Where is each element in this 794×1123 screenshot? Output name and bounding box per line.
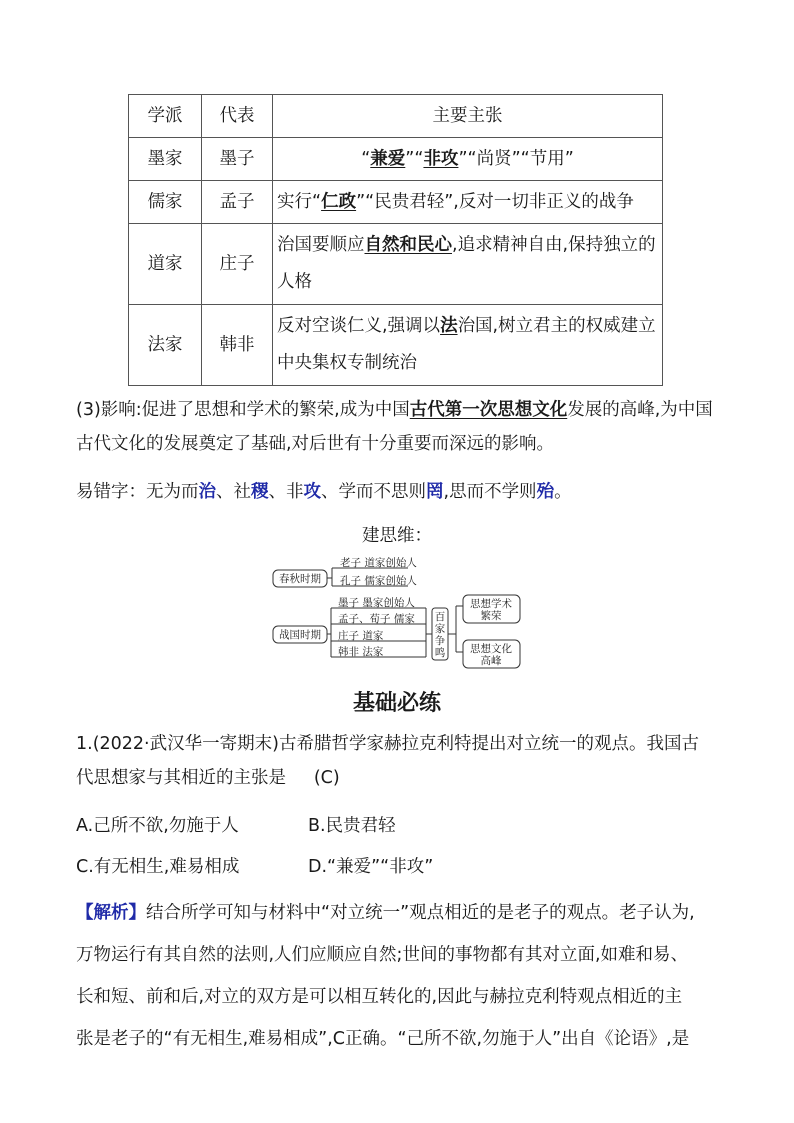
header-claim: 主要主张 <box>273 95 663 138</box>
typo-text: ,思而不学则 <box>443 482 537 502</box>
claim-cell <box>273 224 663 305</box>
hundred-char: 家 <box>434 623 446 635</box>
warring-item: 孟子、荀子 儒家 <box>338 613 415 625</box>
typo-label: 易错字：无为而 <box>76 482 199 502</box>
typo-char: 殆 <box>536 482 555 502</box>
rep-cell: 墨子 <box>202 138 273 181</box>
options-row <box>76 850 726 884</box>
school-cell: 道家 <box>129 224 202 305</box>
claim-text: 反对空谈仁义,强调以 <box>277 316 441 336</box>
typo-text: 、非 <box>268 482 304 502</box>
analysis-paragraph <box>76 892 726 1060</box>
analysis-tag: 【解析】 <box>76 903 146 923</box>
hundred-char: 鸣 <box>434 647 446 659</box>
typo-text: 、学而不思则 <box>321 482 426 502</box>
result2-line: 思想文化 <box>470 643 512 655</box>
hundred-char: 争 <box>434 635 446 647</box>
spring-item: 老子 道家创始人 <box>340 557 417 569</box>
question-stem-line1: 1.(2022·武汉华一寄期末)古希腊哲学家赫拉克利特提出对立统一的观点。我国古 <box>76 734 699 754</box>
claim-text: 治国要顺应 <box>277 235 365 255</box>
question-stem-line2: 代思想家与其相近的主张是 <box>76 768 286 788</box>
question-stem <box>76 727 726 795</box>
school-cell: 儒家 <box>129 181 202 224</box>
rep-cell: 庄子 <box>202 224 273 305</box>
hundred-char: 百 <box>434 611 446 623</box>
analysis-line: 结合所学可知与材料中“对立统一”观点相近的是老子的观点。老子认为, <box>146 903 695 923</box>
rep-cell: 孟子 <box>202 181 273 224</box>
schools-table <box>128 94 663 386</box>
typo-text: 、社 <box>216 482 251 502</box>
claim-text: ,追求精神自由,保持独立的人格 <box>277 235 656 292</box>
typo-line <box>76 475 726 509</box>
result2-line: 高峰 <box>480 655 502 667</box>
warring-item: 韩非 法家 <box>338 646 384 658</box>
typo-char: 攻 <box>303 482 321 502</box>
question-answer: (C) <box>313 768 340 788</box>
claim-keyword: 兼爱 <box>370 148 406 169</box>
claim-text: ”“尚贤”“节用” <box>458 148 574 169</box>
option-a: A.己所不欲,勿施于人 <box>76 816 239 836</box>
header-rep: 代表 <box>202 95 273 138</box>
typo-text: 。 <box>554 482 572 502</box>
claim-text: ”“民贵君轻”,反对一切非正义的战争 <box>356 191 634 212</box>
influence-keyword: 古代第一次思想文化 <box>409 400 568 420</box>
claim-text: ”“ <box>405 148 424 169</box>
analysis-line: 张是老子的“有无相生,难易相成”,C正确。“己所不欲,勿施于人”出自《论语》,是 <box>76 1029 690 1049</box>
claim-keyword: 仁政 <box>321 191 357 212</box>
claim-keyword: 自然和民心 <box>364 235 452 255</box>
options-row <box>76 809 726 843</box>
claim-keyword: 法 <box>440 316 458 336</box>
spring-item: 孔子 儒家创始人 <box>340 575 417 587</box>
table-row <box>129 224 663 305</box>
result1-line: 思想学术 <box>470 598 512 610</box>
mindmap-diagram <box>268 556 530 676</box>
typo-char: 稷 <box>251 482 269 502</box>
claim-cell <box>273 305 663 386</box>
claim-text: 治国,树立君主的权威建立中央集权专制统治 <box>277 316 656 373</box>
analysis-line: 万物运行有其自然的法则,人们应顺应自然;世间的事物都有其对立面,如难和易、 <box>76 945 689 965</box>
table-header-row <box>129 95 663 138</box>
table-row <box>129 305 663 386</box>
rep-cell: 韩非 <box>202 305 273 386</box>
section-title: 基础必练 <box>352 691 441 716</box>
analysis-line: 长和短、前和后,对立的双方是可以相互转化的,因此与赫拉克利特观点相近的主 <box>76 987 683 1007</box>
node-warring: 战国时期 <box>279 629 321 641</box>
claim-cell <box>273 138 663 181</box>
mindmap-title: 建思维： <box>362 526 432 546</box>
option-b: B.民贵君轻 <box>308 816 396 836</box>
option-c: C.有无相生,难易相成 <box>76 857 240 877</box>
claim-keyword: 非攻 <box>423 148 459 169</box>
header-school: 学派 <box>129 95 202 138</box>
influence-suffix: 发展的高峰,为中国古代文化的发展奠定了基础,对后世有十分重要而深远的影响。 <box>76 400 713 454</box>
school-cell: 墨家 <box>129 138 202 181</box>
claim-cell <box>273 181 663 224</box>
warring-item: 墨子 墨家创始人 <box>338 597 415 609</box>
option-d: D.“兼爱”“非攻” <box>308 857 434 877</box>
typo-char: 罔 <box>426 482 444 502</box>
result1-line: 繁荣 <box>480 610 502 622</box>
influence-paragraph <box>76 393 726 461</box>
claim-text: 实行“ <box>277 191 322 212</box>
influence-prefix: (3)影响:促进了思想和学术的繁荣,成为中国 <box>76 400 410 420</box>
table-row <box>129 181 663 224</box>
claim-text: “ <box>361 148 371 169</box>
school-cell: 法家 <box>129 305 202 386</box>
node-spring: 春秋时期 <box>279 573 321 585</box>
warring-item: 庄子 道家 <box>338 630 384 642</box>
table-row <box>129 138 663 181</box>
typo-char: 治 <box>198 482 216 502</box>
